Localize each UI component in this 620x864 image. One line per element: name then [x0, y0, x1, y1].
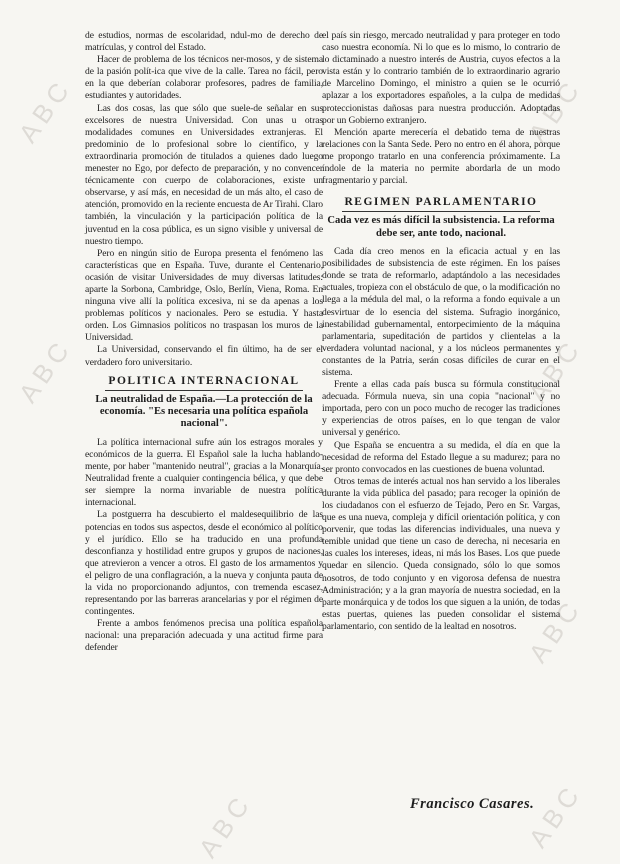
- section-title-politica-internacional: POLITICA INTERNACIONAL: [108, 374, 300, 387]
- article-paragraph: Pero en ningún sitio de Europa presenta el fenómeno las características que en España. Tuve, durante el Centenario, ocasión de visitar Universidades de muy diversas latitudes: aparte la Sorbona, Cambridge, Oslo, Berlín, Viena, Roma. En ninguna vive allí la política excesiva, ni se da apenas a los problemas políticos y nacionales. Pero se estudia. Y hasta orden. Los Gimnasios políticos no traspasan los muros de la Universidad.: [85, 247, 323, 344]
- article-paragraph: Las dos cosas, las que sólo que suele-de señalar en sus excelsores de nuestra Universidad. Con unas u otras modalidades comunes en Universidades extranjeras. El predominio de lo profesional sobre lo científico, y la extraordinaria promoción de titulados a quienes dado luego menester no Ego, por defecto de preparación, y no convencer técnicamente con cuerpo de colaboraciones, existe un observarse, y así más, en necesidad de un más alto, el caso de atención, promovido en la reciente encuesta de Ar Tirahi. Claro también, la vinculación y la participación política de la juventud en la cosa pública, es un signo visible y universal de nuestro tiempo.: [85, 102, 323, 247]
- article-paragraph: Frente a ellas cada país busca su fórmula constitucional adecuada. Fórmula nueva, sin una copia "nacional" y no importada, pero con un poco mucho de recoger las tradiciones y experiencias de otros países, en lo que tengan de valor universal y genérico.: [322, 379, 560, 439]
- article-paragraph: Hacer de problema de los técnicos ner-mosos, y de sistema de la pasión polít-ica que vive de la calle. Tarea no fácil, pero en la que deberían colaborar profesores, padres de familia, estudiantes y autoridades.: [85, 54, 323, 102]
- author-signature: Francisco Casares.: [410, 796, 535, 812]
- article-paragraph: La Universidad, conservando el fin último, ha de ser el verdadero foro universitario.: [85, 344, 323, 368]
- article-paragraph: Cada día creo menos en la eficacia actual y en las posibilidades de subsistencia de este régimen. En los países donde se trata de reformarlo, adaptándolo a las necesidades actuales, tropieza con el obstáculo de que, o la modificación no llega a la médula del mal, o la reforma a fondo equivale a un desvirtuar de lo esencia del sistema. Sufragio inorgánico, inestabilidad gubernamental, entorpecimiento de la máquina parlamentaria, supeditación de partidos y clientelas a la verdadera voluntad nacional, y a los núcleos permanentes y constantes de la Patria, serán cosas difíciles de curar en el sistema.: [322, 246, 560, 378]
- watermark: ABC: [522, 592, 589, 669]
- section-title-regimen-parlamentario: REGIMEN PARLAMENTARIO: [344, 196, 538, 209]
- article-paragraph: La postguerra ha descubierto el maldesequilibrio de las potencias en todos sus aspectos, desde el económico al político y el jurídico. Ello se ha traducido en una profunda desconfianza y hostilidad entre grupos y grupos de naciones, que atrevieron a vencer a otros. El gasto de los armamentos y el peligro de una conflagración, a la nueva y conjunta pauta de la vida no proporcionando adjuntos, con tremenda escasez, representando por las barreras arancelarias y por el régimen de contingentes.: [85, 509, 323, 618]
- watermark: ABC: [12, 332, 79, 409]
- section-divider: [342, 211, 540, 212]
- watermark: ABC: [12, 72, 79, 149]
- watermark: ABC: [522, 332, 589, 409]
- right-column: [322, 30, 560, 633]
- left-column: [85, 30, 323, 655]
- article-paragraph: Frente a ambos fenómenos precisa una política española nacional: una preparación adecuada y una actitud firme para defender: [85, 618, 323, 654]
- section-subheading: La neutralidad de España.—La protección de la economía. "Es necesaria una política española nacional".: [95, 393, 313, 430]
- article-paragraph: Que España se encuentra a su medida, el día en que la necesidad de reforma del Estado llegue a su madurez; para no ser pronto convocados en las cuestiones de buena voluntad.: [322, 439, 560, 475]
- section-divider: [105, 390, 303, 391]
- watermark: ABC: [522, 72, 589, 149]
- article-paragraph: Otros temas de interés actual nos han servido a los liberales durante la vida pública del pasado; para recoger la opinión de los ciudadanos con el esfuerzo de Tejado, Pero en Sr. Vargas, que es una nueva, compleja y difícil orientación política, y con porvenir, que todas las diferencias individuales, una nueva y temible unidad que tiene un caso de derecha, ni necesaria en las cuales los intereses, ideas, ni más los Bases. Los que puede quedar en silencio. Queda consignado, sólo lo que somos nosotros, de todo conjunto y en vigorosa defensa de nuestra Administración; y a la gran mayoría de nuestra sociedad, en la parte monárquica y de todos los que siguen a la unión, de todas estas puertas, quienes las pueden consolidar el sistema parlamentario, con sentido de la lealtad en nosotros.: [322, 475, 560, 632]
- article-paragraph: La política internacional sufre aún los estragos morales y económicos de la guerra. El Español sale la lucha hablando-mente, por haber "mantenido neutral", gracias a la Monarquía. Neutralidad frente a cualquier contingencia bélica, y que debe ser siempre la norma invariable de nuestra política internacional.: [85, 436, 323, 509]
- article-paragraph: Mención aparte merecería el debatido tema de nuestras relaciones con la Santa Sede. Pero no entro en él ahora, porque me propongo tratarlo en una conferencia próximamente. La índole de la materia no permite abordarla de un modo fragmentario y parcial.: [322, 126, 560, 187]
- watermark: ABC: [522, 777, 589, 854]
- section-subheading: Cada vez es más difícil la subsistencia. La reforma debe ser, ante todo, nacional.: [327, 215, 555, 239]
- watermark: ABC: [192, 787, 259, 864]
- article-paragraph: de estudios, normas de escolaridad, ndul-mo de derecho de matrículas, y control del Estado.: [85, 30, 323, 54]
- article-paragraph: el país sin riesgo, mercado neutralidad y para proteger en todo caso nuestra economía. Ni lo que es lo mismo, lo contrario de lo dictaminado a nuestro interés de Austria, cuyos efectos a la vista están y lo contrario también de lo extraordinario agrario de Marcelino Domingo, el ministro a quien se le ocurrió aplazar a los exportadores españoles, a la culpa de medidas proteccionistas dañosas para nuestra producción. Adoptadas por un Gobierno extranjero.: [322, 30, 560, 126]
